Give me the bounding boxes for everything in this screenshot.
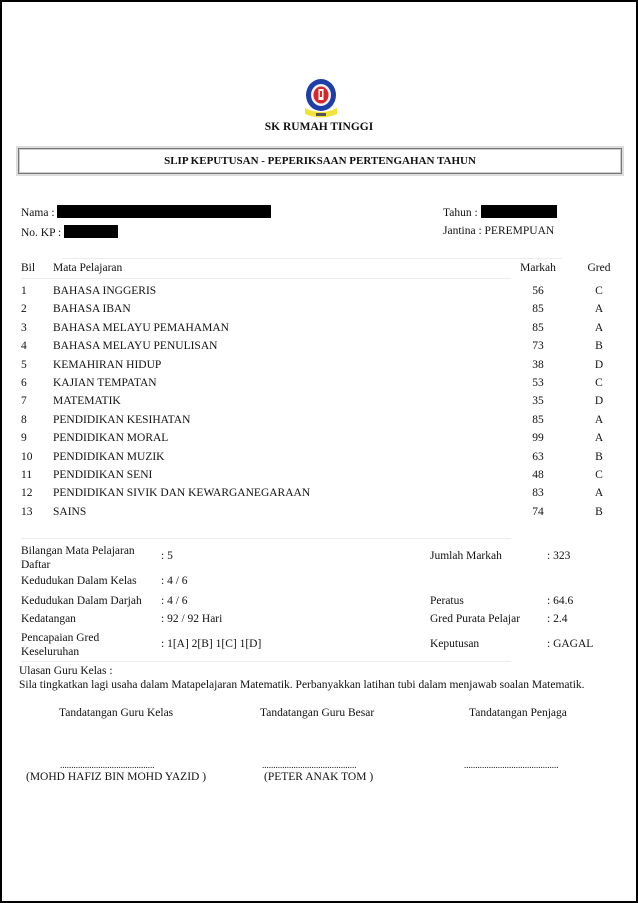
row-bil: 6 [21,377,27,389]
darjah-value: : 4 / 6 [161,595,188,607]
row-markah: 85 [532,322,544,334]
signature-line-guru-besar: .......................................... [262,760,357,770]
peratus-value: : 64.6 [547,595,574,607]
header-subject: Mata Pelajaran [53,262,123,274]
tahun-field [443,205,557,219]
row-markah: 53 [532,377,544,389]
row-bil: 7 [21,395,27,407]
row-bil: 4 [21,340,27,352]
darjah-label: Kedudukan Dalam Darjah [21,595,142,607]
kelas-value: : 4 / 6 [161,575,188,587]
bilangan-label-line1: Bilangan Mata Pelajaran [21,545,135,557]
row-subject: PENDIDIKAN MORAL [53,432,169,444]
pencapaian-label-line2: Keseluruhan [21,646,80,658]
row-subject: MATEMATIK [53,395,121,407]
row-markah: 48 [532,469,544,481]
nama-label: Nama : [21,207,55,219]
divider [21,278,511,279]
row-markah: 85 [532,414,544,426]
row-gred: B [595,506,603,518]
row-subject: PENDIDIKAN SENI [53,469,153,481]
ulasan-text: Sila tingkatkan lagi usaha dalam Matapelajaran Matematik. Perbanyakkan latihan tubi dalam menjawab soalan Matematik. [19,679,585,691]
signature-line-guru-kelas: .......................................... [60,760,155,770]
divider [21,538,511,539]
kedatangan-value: : 92 / 92 Hari [161,613,223,625]
row-subject: BAHASA MELAYU PEMAHAMAN [53,322,229,334]
row-gred: D [594,395,604,407]
nama-field [21,205,271,219]
row-subject: KAJIAN TEMPATAN [53,377,157,389]
row-gred: C [595,285,603,297]
school-crest-icon [304,78,338,120]
row-markah: 38 [532,359,544,371]
slip-title: SLIP KEPUTUSAN - PEPERIKSAAN PERTENGAHAN TAHUN [18,148,622,174]
bilangan-label [21,544,151,572]
signature-name-guru-kelas: (MOHD HAFIZ BIN MOHD YAZID ) [26,771,207,783]
jumlah-label: Jumlah Markah [430,550,502,562]
row-bil: 5 [21,359,27,371]
divider [21,661,511,662]
nokp-label: No. KP : [21,227,62,239]
row-bil: 1 [21,285,27,297]
row-markah: 85 [532,303,544,315]
header-gred: Gred [587,262,611,274]
divider [62,258,562,259]
row-subject: BAHASA INGGERIS [53,285,157,297]
signature-title-guru-besar: Tandatangan Guru Besar [260,707,375,719]
row-markah: 35 [532,395,544,407]
bilangan-label-line2: Daftar [21,559,51,571]
row-bil: 13 [21,506,33,518]
row-markah: 63 [532,451,544,463]
row-gred: D [594,359,604,371]
row-gred: B [595,451,603,463]
pencapaian-label-line1: Pencapaian Gred [21,632,100,644]
row-subject: BAHASA MELAYU PENULISAN [53,340,218,352]
signature-title-penjaga: Tandatangan Penjaga [469,707,567,719]
row-subject: PENDIDIKAN SIVIK DAN KEWARGANEGARAAN [53,487,311,499]
tahun-redacted [481,205,557,218]
pencapaian-value: : 1[A] 2[B] 1[C] 1[D] [161,638,262,650]
row-subject: BAHASA IBAN [53,303,131,315]
jumlah-value: : 323 [547,550,571,562]
kelas-label: Kedudukan Dalam Kelas [21,575,137,587]
row-subject: SAINS [53,506,87,518]
bilangan-value: : 5 [161,550,173,562]
row-gred: A [594,322,604,334]
row-gred: C [595,469,603,481]
row-markah: 73 [532,340,544,352]
signature-line-penjaga: .......................................... [464,760,559,770]
purata-label: Gred Purata Pelajar [430,613,521,625]
row-bil: 8 [21,414,27,426]
keputusan-label: Keputusan [430,638,480,650]
row-gred: A [594,487,604,499]
row-gred: A [594,303,604,315]
row-markah: 99 [532,432,544,444]
row-bil: 9 [21,432,27,444]
kedatangan-label: Kedatangan [21,613,76,625]
signature-title-guru-kelas: Tandatangan Guru Kelas [59,707,174,719]
header-bil: Bil [21,262,36,274]
row-markah: 74 [532,506,544,518]
peratus-label: Peratus [430,595,464,607]
tahun-label: Tahun : [443,207,478,219]
row-bil: 2 [21,303,27,315]
row-gred: C [595,377,603,389]
ulasan-label: Ulasan Guru Kelas : [19,665,113,677]
row-bil: 3 [21,322,27,334]
row-gred: A [594,414,604,426]
header-markah: Markah [520,262,556,274]
nama-redacted [57,205,271,218]
purata-value: : 2.4 [547,613,568,625]
row-gred: A [594,432,604,444]
row-subject: PENDIDIKAN MUZIK [53,451,165,463]
signature-name-guru-besar: (PETER ANAK TOM ) [264,771,374,783]
keputusan-value: : GAGAL [547,638,594,650]
row-gred: B [595,340,603,352]
nokp-field [21,225,118,239]
row-bil: 12 [21,487,33,499]
row-subject: PENDIDIKAN KESIHATAN [53,414,191,426]
row-markah: 83 [532,487,544,499]
row-bil: 11 [21,469,33,481]
pencapaian-label [21,631,99,659]
row-subject: KEMAHIRAN HIDUP [53,359,162,371]
row-markah: 56 [532,285,544,297]
row-bil: 10 [21,451,33,463]
jantina-value: PEREMPUAN [484,225,555,237]
jantina-field [443,225,554,237]
jantina-label: Jantina : [443,225,482,237]
school-name: SK RUMAH TINGGI [264,121,374,133]
nokp-redacted [64,225,118,238]
